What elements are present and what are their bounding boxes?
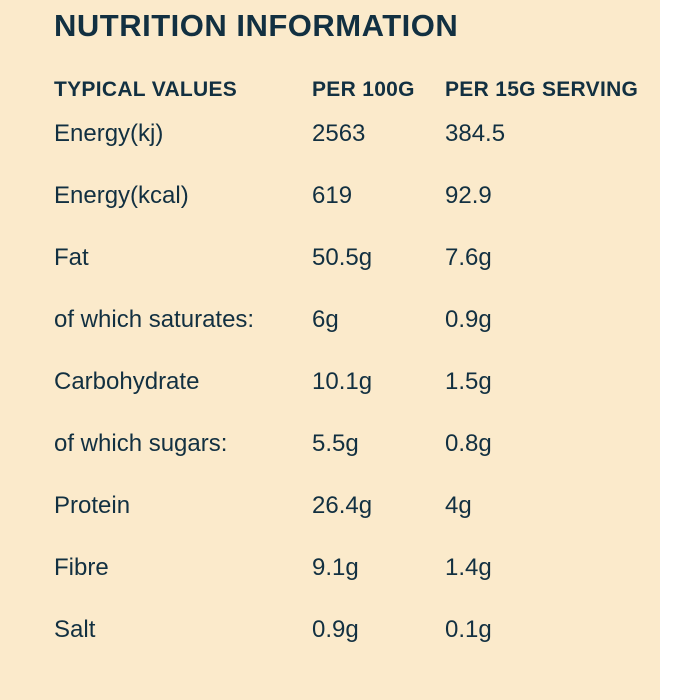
row-value-per-100g: 5.5g [312,430,359,457]
row-value-per-serving: 0.8g [445,430,492,457]
row-label: of which sugars: [54,430,228,457]
row-value-per-serving: 1.4g [445,554,492,581]
row-value-per-100g: 10.1g [312,368,373,395]
row-value-per-100g: 0.9g [312,616,359,643]
row-value-per-100g: 619 [312,182,353,209]
row-value-per-serving: 4g [445,492,472,519]
row-value-per-serving: 92.9 [445,182,492,209]
column-header-per-100g: PER 100G [312,78,415,101]
row-label: Fat [54,244,89,271]
row-value-per-serving: 384.5 [445,120,506,147]
row-label: Carbohydrate [54,368,200,395]
table-body [54,120,654,678]
row-label: Protein [54,492,131,519]
table-row [54,244,654,306]
table-header [54,78,654,120]
row-value-per-serving: 1.5g [445,368,492,395]
row-label: Energy(kcal) [54,182,189,209]
table-row [54,306,654,368]
right-margin [660,0,700,700]
table-row [54,430,654,492]
row-value-per-100g: 6g [312,306,339,333]
table-row [54,554,654,616]
table-row [54,182,654,244]
table-header-row [54,78,654,120]
row-label: Energy(kj) [54,120,164,147]
row-value-per-100g: 50.5g [312,244,373,271]
row-value-per-100g: 2563 [312,120,366,147]
row-label: of which saturates: [54,306,255,333]
row-label: Salt [54,616,96,643]
row-value-per-serving: 0.9g [445,306,492,333]
nutrition-table [54,78,654,678]
row-value-per-serving: 0.1g [445,616,492,643]
column-header-per-serving: PER 15G SERVING [445,78,639,101]
row-value-per-serving: 7.6g [445,244,492,271]
table-row [54,368,654,430]
column-header-typical-values: TYPICAL VALUES [54,78,238,101]
table-row [54,492,654,554]
row-value-per-100g: 26.4g [312,492,373,519]
row-value-per-100g: 9.1g [312,554,359,581]
row-label: Fibre [54,554,109,581]
table-row [54,120,654,182]
table-row [54,616,654,678]
page-title: NUTRITION INFORMATION [54,8,459,43]
